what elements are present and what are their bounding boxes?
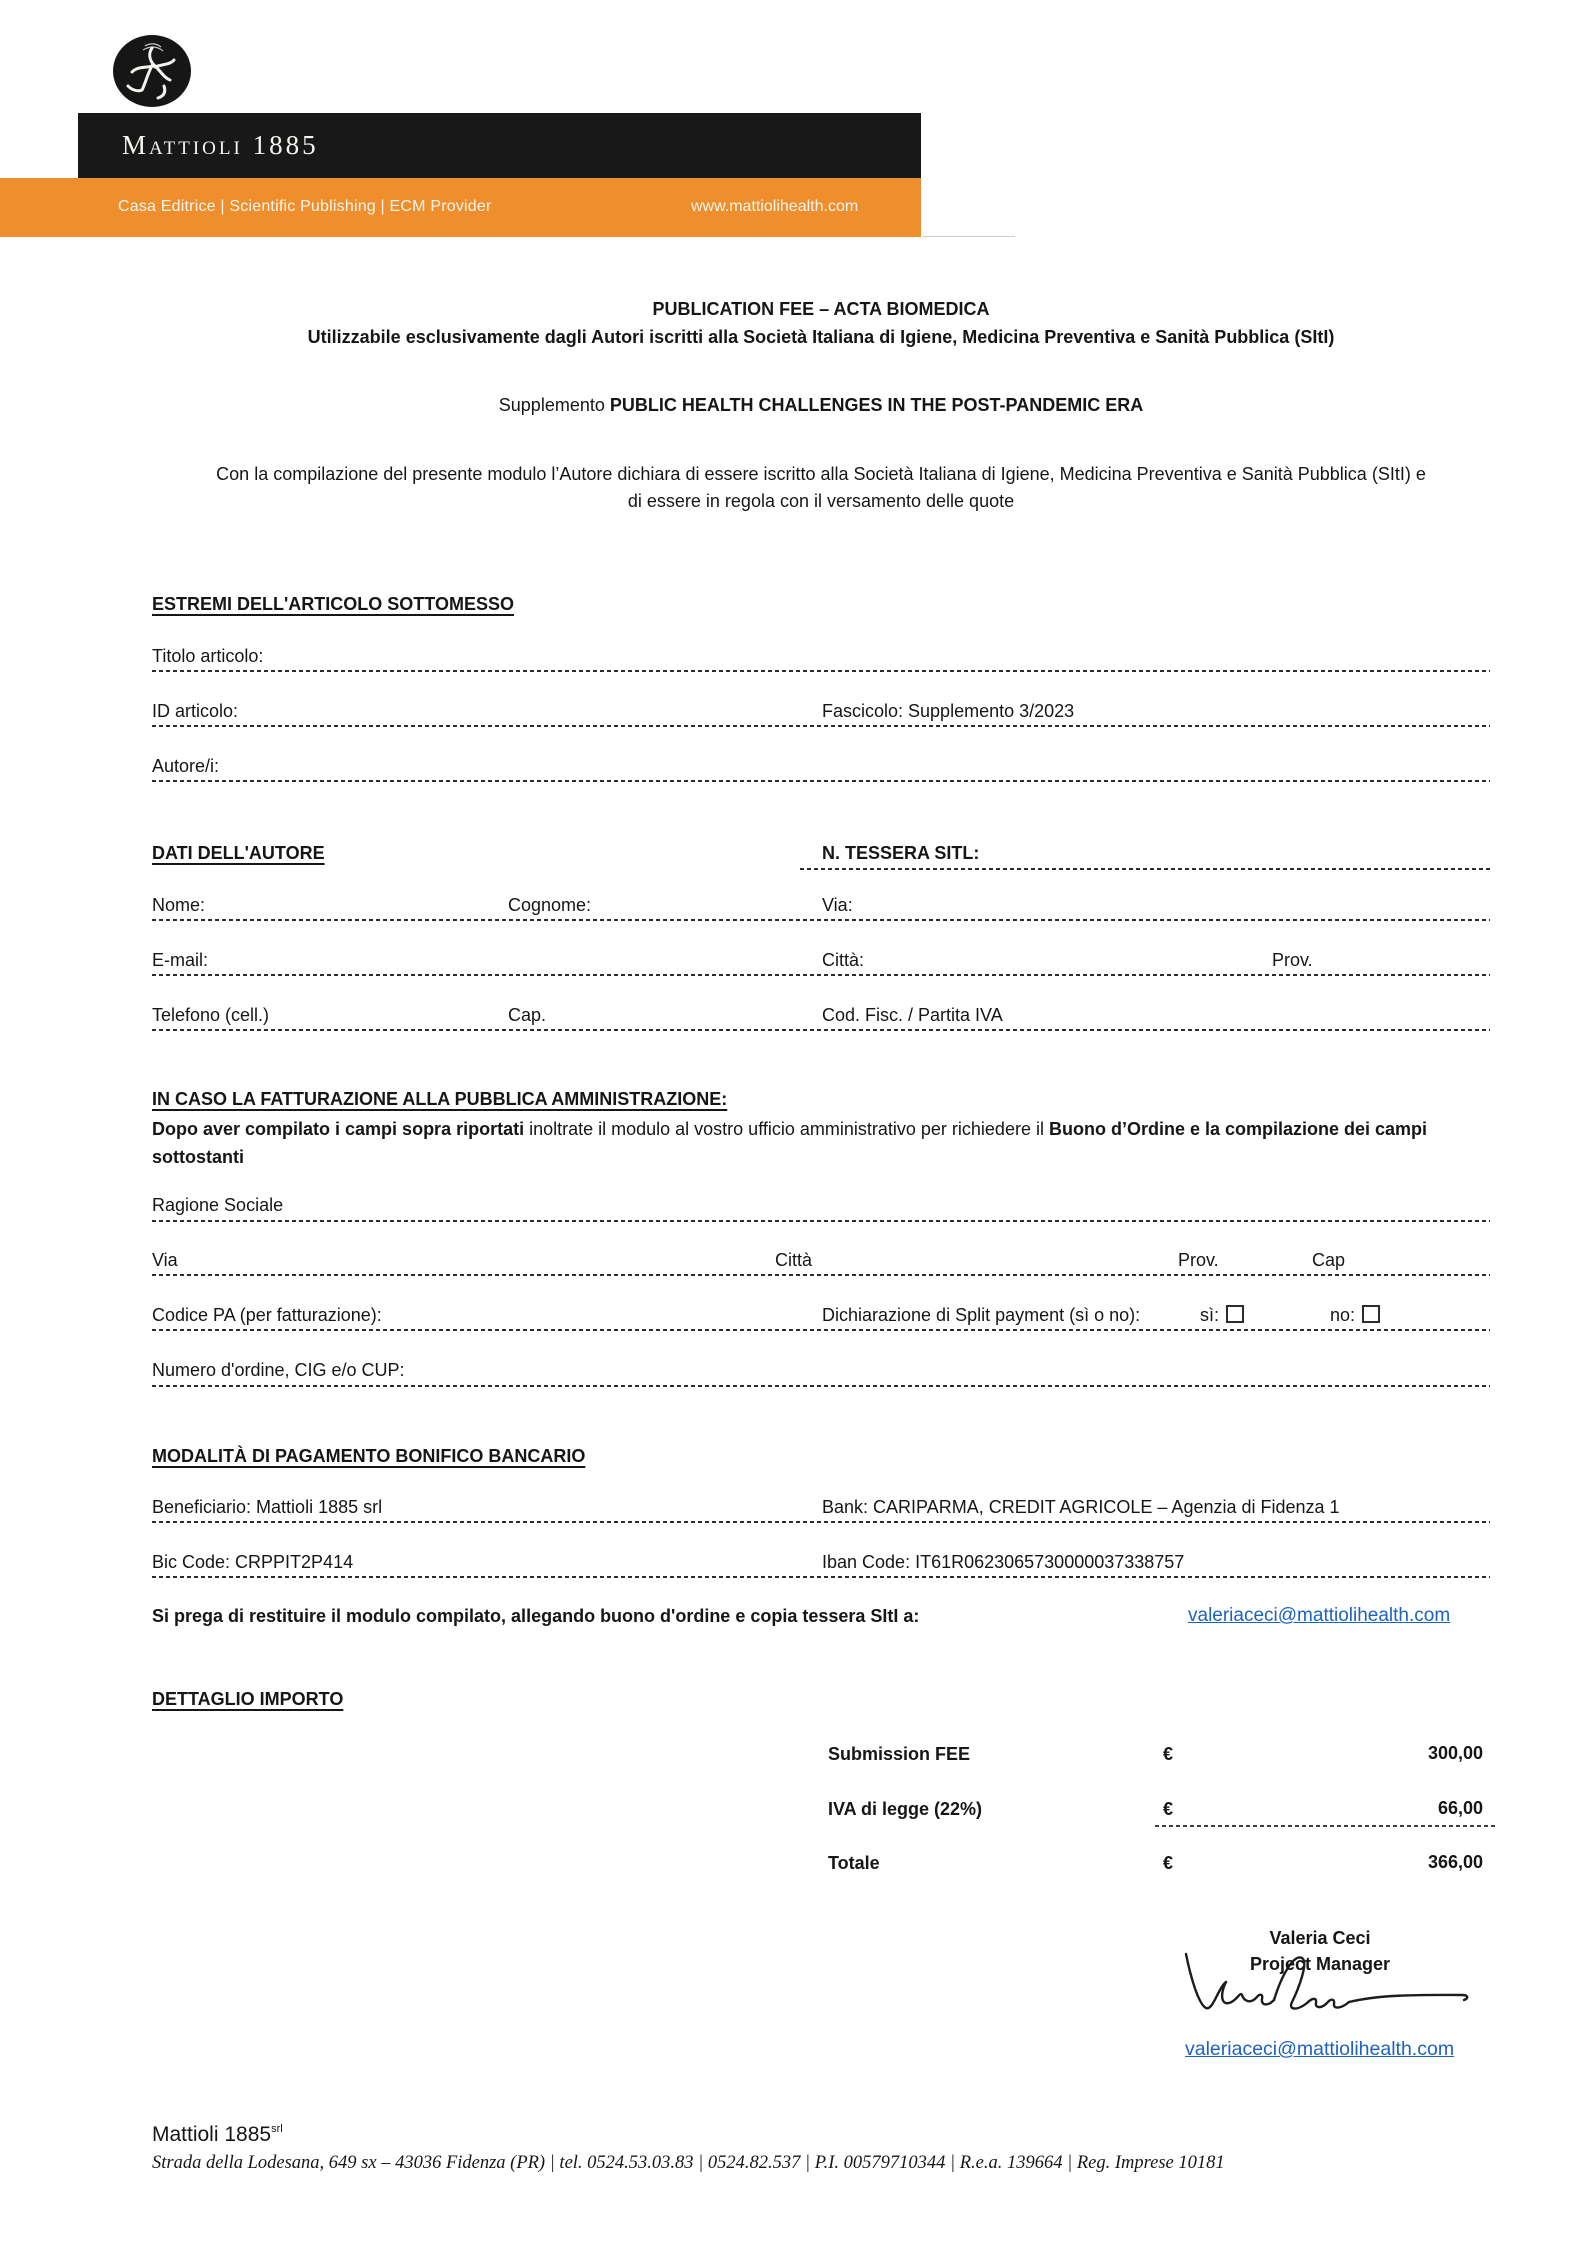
split-yes-option bbox=[1200, 1304, 1244, 1326]
tessera-field-line[interactable] bbox=[800, 868, 1490, 870]
declaration-line-2: di essere in regola con il versamento delle quote bbox=[627, 491, 1015, 511]
pa-cap-label: Cap bbox=[1312, 1250, 1346, 1270]
pa-note-line-2: sottostanti bbox=[152, 1147, 244, 1167]
codice-pa-label: Codice PA (per fatturazione): bbox=[152, 1305, 382, 1325]
article-title-label: Titolo articolo: bbox=[152, 646, 264, 666]
beneficiario-value: Beneficiario: Mattioli 1885 srl bbox=[152, 1497, 383, 1517]
amounts-subtotal-rule bbox=[1155, 1825, 1495, 1827]
pa-via-field-line[interactable] bbox=[152, 1274, 1490, 1276]
total-row-value: 366,00 bbox=[1427, 1852, 1483, 1872]
signer-role: Project Manager bbox=[1249, 1954, 1391, 1974]
brand-bar bbox=[78, 113, 921, 178]
page-title: PUBLICATION FEE – ACTA BIOMEDICA bbox=[652, 299, 990, 319]
pa-prov-label: Prov. bbox=[1178, 1250, 1219, 1270]
supplement-name: PUBLIC HEALTH CHALLENGES IN THE POST-PANDEMIC ERA bbox=[609, 395, 1144, 415]
footer-address: Strada della Lodesana, 649 sx – 43036 Fidenza (PR) | tel. 0524.53.03.83 | 0524.82.537 | P.I. 00579710344 | R.e.a. 139664 | Reg. Imprese 10181 bbox=[152, 2153, 1225, 2173]
cap-label: Cap. bbox=[508, 1005, 547, 1025]
signer-name: Valeria Ceci bbox=[1269, 1928, 1371, 1948]
pa-citta-label: Città bbox=[775, 1250, 813, 1270]
vat-row-value: 66,00 bbox=[1437, 1798, 1483, 1818]
split-yes-checkbox[interactable] bbox=[1226, 1305, 1244, 1323]
email-field-line[interactable] bbox=[152, 974, 1490, 976]
numero-ordine-label: Numero d'ordine, CIG e/o CUP: bbox=[152, 1360, 405, 1380]
nome-label: Nome: bbox=[152, 895, 206, 915]
page-subtitle: Utilizzabile esclusivamente dagli Autori iscritti alla Società Italiana di Igiene, Medicina Preventiva e Sanità Pubblica (SItI) bbox=[307, 327, 1335, 347]
pa-note-bold-2: Buono d’Ordine e la compilazione dei campi bbox=[1048, 1119, 1428, 1139]
return-note: Si prega di restituire il modulo compilato, allegando buono d'ordine e copia tessera SItI a: bbox=[152, 1606, 920, 1626]
article-title-field-line[interactable] bbox=[152, 670, 1490, 672]
split-no-option bbox=[1330, 1304, 1380, 1326]
nome-field-line[interactable] bbox=[152, 919, 1490, 921]
cognome-label: Cognome: bbox=[508, 895, 592, 915]
email-label: E-mail: bbox=[152, 950, 209, 970]
publisher-tagline: Casa Editrice | Scientific Publishing | ECM Provider bbox=[118, 198, 492, 215]
brand-wordmark: Mattioli 1885 bbox=[122, 130, 319, 160]
section-pa-heading: IN CASO LA FATTURAZIONE ALLA PUBBLICA AMMINISTRAZIONE: bbox=[152, 1089, 728, 1109]
fee-row-label: Submission FEE bbox=[828, 1744, 971, 1764]
telefono-label: Telefono (cell.) bbox=[152, 1005, 270, 1025]
split-no-label: no: bbox=[1330, 1305, 1356, 1325]
total-row-currency: € bbox=[1163, 1853, 1174, 1873]
section-author-heading: DATI DELL'AUTORE bbox=[152, 843, 325, 863]
vat-row-label: IVA di legge (22%) bbox=[828, 1799, 983, 1819]
mattioli-running-man-logo-icon bbox=[112, 34, 192, 108]
section-article-heading: ESTREMI DELL'ARTICOLO SOTTOMESSO bbox=[152, 594, 514, 614]
bank-value: Bank: CARIPARMA, CREDIT AGRICOLE – Agenzia di Fidenza 1 bbox=[822, 1497, 1340, 1517]
fascicolo-value: Fascicolo: Supplemento 3/2023 bbox=[822, 701, 1075, 721]
tagline-bar bbox=[0, 178, 921, 237]
codice-pa-field-line[interactable] bbox=[152, 1329, 1490, 1331]
tessera-label: N. TESSERA SITL: bbox=[822, 843, 980, 863]
authors-field-line[interactable] bbox=[152, 780, 1490, 782]
codfisc-label: Cod. Fisc. / Partita IVA bbox=[822, 1005, 1003, 1025]
pa-note-bold-1: Dopo aver compilato i campi sopra riportati bbox=[152, 1119, 525, 1139]
article-id-label: ID articolo: bbox=[152, 701, 239, 721]
beneficiario-line bbox=[152, 1521, 1490, 1523]
fee-row-value: 300,00 bbox=[1427, 1743, 1483, 1763]
supplement-prefix: Supplemento bbox=[498, 395, 610, 415]
split-yes-label: sì: bbox=[1200, 1305, 1220, 1325]
telefono-field-line[interactable] bbox=[152, 1029, 1490, 1031]
citta-label: Città: bbox=[822, 950, 865, 970]
bic-line bbox=[152, 1576, 1490, 1578]
split-no-checkbox[interactable] bbox=[1362, 1305, 1380, 1323]
section-amounts-heading: DETTAGLIO IMPORTO bbox=[152, 1689, 344, 1709]
ragione-sociale-field-line[interactable] bbox=[152, 1220, 1490, 1222]
return-email-link[interactable]: valeriaceci@mattiolihealth.com bbox=[1188, 1605, 1451, 1626]
authors-label: Autore/i: bbox=[152, 756, 220, 776]
ragione-sociale-label: Ragione Sociale bbox=[152, 1195, 284, 1215]
split-payment-label: Dichiarazione di Split payment (sì o no): bbox=[822, 1305, 1141, 1325]
pa-note-line-1 bbox=[152, 1118, 1427, 1140]
bic-code-value: Bic Code: CRPPIT2P414 bbox=[152, 1552, 354, 1572]
website-url: www.mattiolihealth.com bbox=[691, 198, 859, 215]
pa-note-normal: inoltrate il modulo al vostro ufficio amministrativo per richiedere il bbox=[524, 1119, 1049, 1139]
iban-code-value: Iban Code: IT61R0623065730000037338757 bbox=[822, 1552, 1185, 1572]
footer-company-suffix: srl bbox=[271, 2123, 283, 2135]
prov-label: Prov. bbox=[1272, 950, 1313, 970]
section-payment-heading: MODALITÀ DI PAGAMENTO BONIFICO BANCARIO bbox=[152, 1446, 586, 1466]
supplement-line bbox=[152, 394, 1490, 416]
handwritten-signature bbox=[1178, 1942, 1483, 2034]
total-row-label: Totale bbox=[828, 1853, 880, 1873]
header-divider bbox=[923, 236, 1015, 237]
article-id-field-line[interactable] bbox=[152, 725, 1490, 727]
pa-via-label: Via bbox=[152, 1250, 178, 1270]
signer-email-link[interactable]: valeriaceci@mattiolihealth.com bbox=[1185, 2038, 1455, 2060]
footer-company bbox=[152, 2118, 283, 2146]
vat-row-currency: € bbox=[1163, 1799, 1174, 1819]
declaration-line-1: Con la compilazione del presente modulo l’Autore dichiara di essere iscritto alla Società Italiana di Igiene, Medicina Preventiva e Sanità Pubblica (SItI) e bbox=[216, 464, 1426, 484]
via-label: Via: bbox=[822, 895, 853, 915]
footer-company-name: Mattioli 1885 bbox=[152, 2123, 272, 2146]
fee-row-currency: € bbox=[1163, 1744, 1174, 1764]
numero-ordine-field-line[interactable] bbox=[152, 1385, 1490, 1387]
